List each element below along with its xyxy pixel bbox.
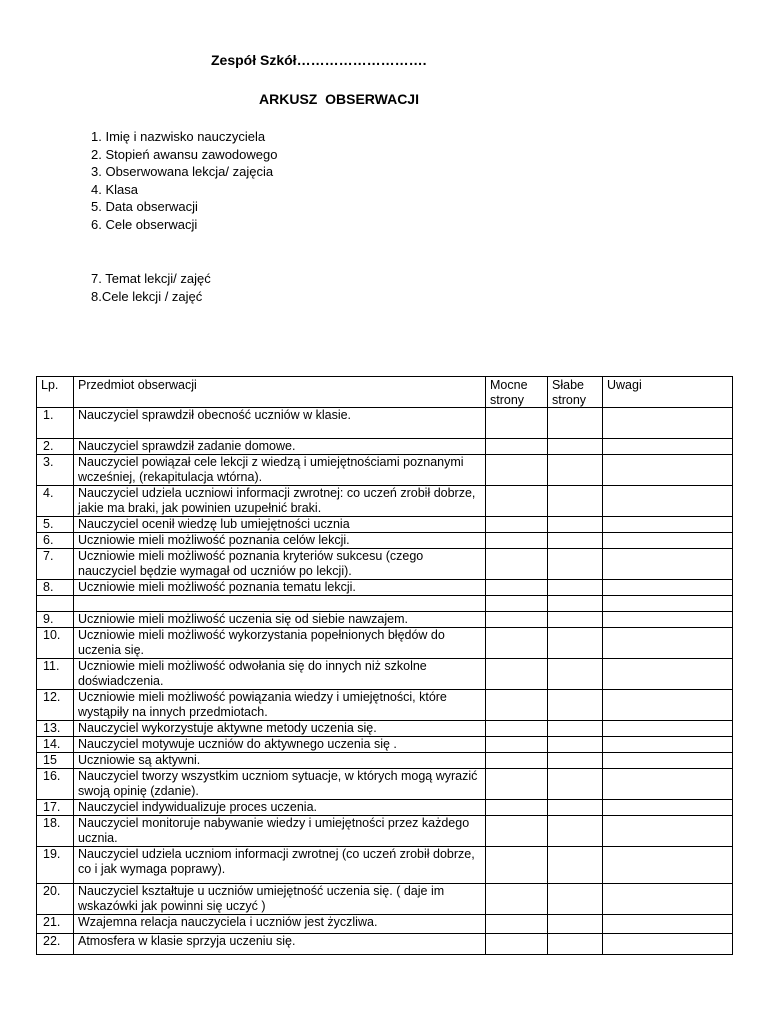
- table-row: [37, 517, 733, 533]
- notes-cell[interactable]: [603, 934, 733, 955]
- row-criterion: Nauczyciel tworzy wszystkim uczniom sytuacje, w których mogą wyrazić swoją opinię (zdanie).: [74, 769, 486, 800]
- notes-cell[interactable]: [603, 549, 733, 580]
- row-criterion: Nauczyciel ocenił wiedzę lub umiejętności ucznia: [74, 517, 486, 533]
- strong-points-cell[interactable]: [486, 533, 548, 549]
- table-row: [37, 800, 733, 816]
- info-item-promotion-level: 2. Stopień awansu zawodowego: [91, 146, 278, 162]
- info-item-observation-goals: 6. Cele obserwacji: [91, 216, 198, 232]
- strong-points-cell[interactable]: [486, 884, 548, 915]
- row-criterion: Nauczyciel sprawdził zadanie domowe.: [74, 439, 486, 455]
- table-row: [37, 612, 733, 628]
- row-criterion: Uczniowie mieli możliwość poznania kryteriów sukcesu (czego nauczyciel będzie wymagał od uczniów po lekcji).: [74, 549, 486, 580]
- row-criterion: Uczniowie mieli możliwość odwołania się do innych niż szkolne doświadczenia.: [74, 659, 486, 690]
- strong-points-cell[interactable]: [486, 847, 548, 884]
- table-row: [37, 580, 733, 596]
- weak-points-cell[interactable]: [548, 580, 603, 596]
- table-row: [37, 439, 733, 455]
- table-row: [37, 934, 733, 955]
- row-number: 5.: [37, 517, 74, 533]
- row-criterion: Atmosfera w klasie sprzyja uczeniu się.: [74, 934, 486, 955]
- notes-cell[interactable]: [603, 408, 733, 439]
- weak-points-cell[interactable]: [548, 596, 603, 612]
- info-item-observed-lesson: 3. Obserwowana lekcja/ zajęcia: [91, 164, 274, 180]
- header-notes: Uwagi: [603, 377, 733, 408]
- row-number: 12.: [37, 690, 74, 721]
- strong-points-cell[interactable]: [486, 517, 548, 533]
- table-row: [37, 884, 733, 915]
- notes-cell[interactable]: [603, 915, 733, 934]
- row-number: 15: [37, 753, 74, 769]
- row-number: 2.: [37, 439, 74, 455]
- row-criterion: Nauczyciel wykorzystuje aktywne metody uczenia się.: [74, 721, 486, 737]
- table-row: [37, 847, 733, 884]
- info-item-class: 4. Klasa: [91, 181, 138, 197]
- row-number: 18.: [37, 816, 74, 847]
- weak-points-cell[interactable]: [548, 439, 603, 455]
- notes-cell[interactable]: [603, 580, 733, 596]
- notes-cell[interactable]: [603, 517, 733, 533]
- strong-points-cell[interactable]: [486, 769, 548, 800]
- header-subject: Przedmiot obserwacji: [74, 377, 486, 408]
- notes-cell[interactable]: [603, 737, 733, 753]
- weak-points-cell[interactable]: [548, 915, 603, 934]
- weak-points-cell[interactable]: [548, 612, 603, 628]
- strong-points-cell[interactable]: [486, 408, 548, 439]
- strong-points-cell[interactable]: [486, 628, 548, 659]
- weak-points-cell[interactable]: [548, 486, 603, 517]
- table-row: [37, 659, 733, 690]
- row-criterion: Nauczyciel udziela uczniom informacji zwrotnej (co uczeń zrobił dobrze, co i jak wymaga poprawy).: [74, 847, 486, 884]
- row-number: 20.: [37, 884, 74, 915]
- notes-cell[interactable]: [603, 612, 733, 628]
- strong-points-cell[interactable]: [486, 800, 548, 816]
- row-number: 17.: [37, 800, 74, 816]
- weak-points-cell[interactable]: [548, 737, 603, 753]
- strong-points-cell[interactable]: [486, 612, 548, 628]
- row-number: 11.: [37, 659, 74, 690]
- notes-cell[interactable]: [603, 486, 733, 517]
- notes-cell[interactable]: [603, 847, 733, 884]
- row-number: 16.: [37, 769, 74, 800]
- info-item-lesson-topic: 7. Temat lekcji/ zajęć: [91, 271, 211, 286]
- weak-points-cell[interactable]: [548, 549, 603, 580]
- table-row: [37, 596, 733, 612]
- strong-points-cell[interactable]: [486, 439, 548, 455]
- table-row: [37, 486, 733, 517]
- strong-points-cell[interactable]: [486, 580, 548, 596]
- strong-points-cell[interactable]: [486, 659, 548, 690]
- strong-points-cell[interactable]: [486, 549, 548, 580]
- table-row: [37, 721, 733, 737]
- strong-points-cell[interactable]: [486, 915, 548, 934]
- row-number: 1.: [37, 408, 74, 439]
- row-number: [37, 596, 74, 612]
- row-criterion: Nauczyciel udziela uczniowi informacji zwrotnej: co uczeń zrobił dobrze, jakie ma braki, jak powinien uzupełnić braki.: [74, 486, 486, 517]
- school-name-header: Zespół Szkół……………………….: [211, 52, 427, 68]
- row-number: 6.: [37, 533, 74, 549]
- row-criterion: Uczniowie mieli możliwość poznania tematu lekcji.: [74, 580, 486, 596]
- header-strong-points: Mocne strony: [486, 377, 548, 408]
- notes-cell[interactable]: [603, 596, 733, 612]
- notes-cell[interactable]: [603, 721, 733, 737]
- notes-cell[interactable]: [603, 659, 733, 690]
- table-row: [37, 753, 733, 769]
- strong-points-cell[interactable]: [486, 753, 548, 769]
- weak-points-cell[interactable]: [548, 847, 603, 884]
- notes-cell[interactable]: [603, 884, 733, 915]
- notes-cell[interactable]: [603, 690, 733, 721]
- strong-points-cell[interactable]: [486, 690, 548, 721]
- weak-points-cell[interactable]: [548, 934, 603, 955]
- weak-points-cell[interactable]: [548, 455, 603, 486]
- row-criterion: Uczniowie mieli możliwość wykorzystania popełnionych błędów do uczenia się.: [74, 628, 486, 659]
- weak-points-cell[interactable]: [548, 884, 603, 915]
- row-number: 8.: [37, 580, 74, 596]
- row-number: 21.: [37, 915, 74, 934]
- weak-points-cell[interactable]: [548, 753, 603, 769]
- weak-points-cell[interactable]: [548, 769, 603, 800]
- weak-points-cell[interactable]: [548, 721, 603, 737]
- row-number: 13.: [37, 721, 74, 737]
- table-row: [37, 549, 733, 580]
- row-criterion: Nauczyciel powiązał cele lekcji z wiedzą i umiejętnościami poznanymi wcześniej, (rekapitulacja wtórna).: [74, 455, 486, 486]
- weak-points-cell[interactable]: [548, 408, 603, 439]
- info-list-lesson: [91, 270, 211, 305]
- row-number: 19.: [37, 847, 74, 884]
- table-row: [37, 737, 733, 753]
- notes-cell[interactable]: [603, 800, 733, 816]
- row-number: 14.: [37, 737, 74, 753]
- strong-points-cell[interactable]: [486, 455, 548, 486]
- table-row: [37, 408, 733, 439]
- notes-cell[interactable]: [603, 769, 733, 800]
- row-number: 22.: [37, 934, 74, 955]
- row-criterion: Wzajemna relacja nauczyciela i uczniów jest życzliwa.: [74, 915, 486, 934]
- table-header-row: [37, 377, 733, 408]
- weak-points-cell[interactable]: [548, 628, 603, 659]
- info-item-teacher-name: 1. Imię i nazwisko nauczyciela: [91, 129, 266, 144]
- row-criterion: Nauczyciel monitoruje nabywanie wiedzy i umiejętności przez każdego ucznia.: [74, 816, 486, 847]
- info-item-lesson-goals: 8.Cele lekcji / zajęć: [91, 288, 203, 304]
- row-criterion: Nauczyciel sprawdził obecność uczniów w klasie.: [74, 408, 486, 439]
- weak-points-cell[interactable]: [548, 517, 603, 533]
- table-row: [37, 816, 733, 847]
- info-item-observation-date: 5. Data obserwacji: [91, 199, 198, 215]
- notes-cell[interactable]: [603, 455, 733, 486]
- notes-cell[interactable]: [603, 816, 733, 847]
- row-number: 3.: [37, 455, 74, 486]
- notes-cell[interactable]: [603, 753, 733, 769]
- weak-points-cell[interactable]: [548, 659, 603, 690]
- strong-points-cell[interactable]: [486, 486, 548, 517]
- info-list: [91, 128, 277, 234]
- notes-cell[interactable]: [603, 533, 733, 549]
- row-criterion: Uczniowie mieli możliwość powiązania wiedzy i umiejętności, które wystąpiły na innych przedmiotach.: [74, 690, 486, 721]
- row-number: 10.: [37, 628, 74, 659]
- strong-points-cell[interactable]: [486, 816, 548, 847]
- row-criterion: Uczniowie mieli możliwość poznania celów lekcji.: [74, 533, 486, 549]
- header-weak-points: Słabe strony: [548, 377, 603, 408]
- strong-points-cell[interactable]: [486, 721, 548, 737]
- table-row: [37, 690, 733, 721]
- weak-points-cell[interactable]: [548, 816, 603, 847]
- table-row: [37, 769, 733, 800]
- row-criterion: [74, 596, 486, 612]
- row-criterion: Uczniowie mieli możliwość uczenia się od siebie nawzajem.: [74, 612, 486, 628]
- row-criterion: Uczniowie są aktywni.: [74, 753, 486, 769]
- strong-points-cell[interactable]: [486, 934, 548, 955]
- observation-table: [36, 376, 733, 955]
- notes-cell[interactable]: [603, 628, 733, 659]
- table-row: [37, 628, 733, 659]
- strong-points-cell[interactable]: [486, 737, 548, 753]
- notes-cell[interactable]: [603, 439, 733, 455]
- table-row: [37, 533, 733, 549]
- table-row: [37, 455, 733, 486]
- row-criterion: Nauczyciel kształtuje u uczniów umiejętność uczenia się. ( daje im wskazówki jak powinni się uczyć ): [74, 884, 486, 915]
- row-number: 7.: [37, 549, 74, 580]
- row-criterion: Nauczyciel indywidualizuje proces uczenia.: [74, 800, 486, 816]
- weak-points-cell[interactable]: [548, 533, 603, 549]
- row-criterion: Nauczyciel motywuje uczniów do aktywnego uczenia się .: [74, 737, 486, 753]
- header-lp: Lp.: [37, 377, 74, 408]
- weak-points-cell[interactable]: [548, 800, 603, 816]
- weak-points-cell[interactable]: [548, 690, 603, 721]
- strong-points-cell[interactable]: [486, 596, 548, 612]
- table-row: [37, 915, 733, 934]
- row-number: 9.: [37, 612, 74, 628]
- row-number: 4.: [37, 486, 74, 517]
- document-title: ARKUSZ OBSERWACJI: [259, 91, 419, 107]
